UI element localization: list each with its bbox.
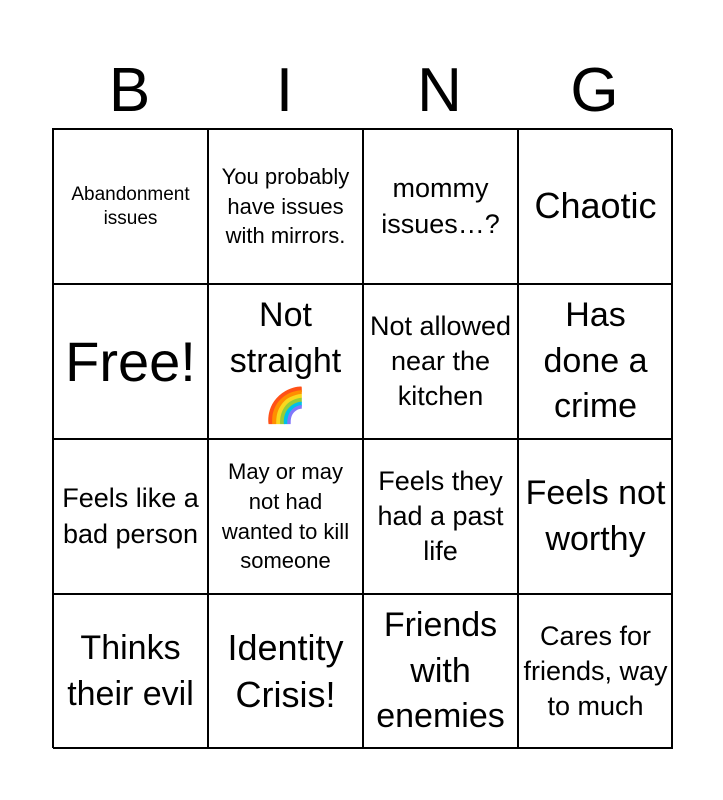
bingo-cell-text: Cares for friends, way to much bbox=[523, 620, 668, 722]
bingo-cell[interactable] bbox=[53, 439, 208, 594]
header-letter-b: B bbox=[108, 56, 151, 125]
bingo-cell-text: May or may not had wanted to kill someone bbox=[221, 459, 350, 574]
bingo-cell[interactable] bbox=[518, 129, 673, 284]
bingo-cell[interactable] bbox=[363, 594, 518, 749]
bingo-cell[interactable] bbox=[208, 439, 363, 594]
header-letter-n: N bbox=[417, 56, 462, 125]
bingo-cell[interactable] bbox=[518, 439, 673, 594]
bingo-cell-text: Friends with enemies bbox=[376, 605, 505, 736]
bingo-header bbox=[52, 55, 672, 127]
bingo-cell[interactable] bbox=[53, 284, 208, 439]
bingo-cell[interactable] bbox=[518, 284, 673, 439]
bingo-cell-text: Feels they had a past life bbox=[377, 465, 504, 567]
bingo-cell-text: Chaotic bbox=[534, 185, 657, 227]
bingo-cell[interactable] bbox=[53, 594, 208, 749]
bingo-cell[interactable] bbox=[363, 129, 518, 284]
bingo-board bbox=[52, 128, 672, 748]
bingo-cell-text: Not straight 🌈 bbox=[229, 295, 342, 426]
bingo-cell-text: Abandonment issues bbox=[71, 183, 190, 229]
bingo-cell-text: Feels not worthy bbox=[525, 473, 666, 558]
bingo-cell-text: Thinks their evil bbox=[67, 628, 194, 713]
header-letter-g: G bbox=[570, 56, 619, 125]
header-letter-i: I bbox=[275, 56, 294, 125]
bingo-cell[interactable] bbox=[518, 594, 673, 749]
bingo-cell-text: Has done a crime bbox=[543, 295, 648, 426]
bingo-cell[interactable] bbox=[208, 594, 363, 749]
bingo-cell-text: Identity Crisis! bbox=[227, 626, 344, 715]
bingo-cell-text: mommy issues…? bbox=[381, 173, 500, 239]
bingo-cell[interactable] bbox=[53, 129, 208, 284]
bingo-cell[interactable] bbox=[363, 439, 518, 594]
bingo-cell-text: Not allowed near the kitchen bbox=[369, 310, 512, 412]
bingo-cell-text: You probably have issues with mirrors. bbox=[221, 163, 350, 249]
bingo-cell[interactable] bbox=[208, 284, 363, 439]
bingo-cell-text: Feels like a bad person bbox=[62, 483, 199, 549]
bingo-cell[interactable] bbox=[363, 284, 518, 439]
bingo-cell[interactable] bbox=[208, 129, 363, 284]
bingo-cell-text: Free! bbox=[65, 329, 196, 393]
